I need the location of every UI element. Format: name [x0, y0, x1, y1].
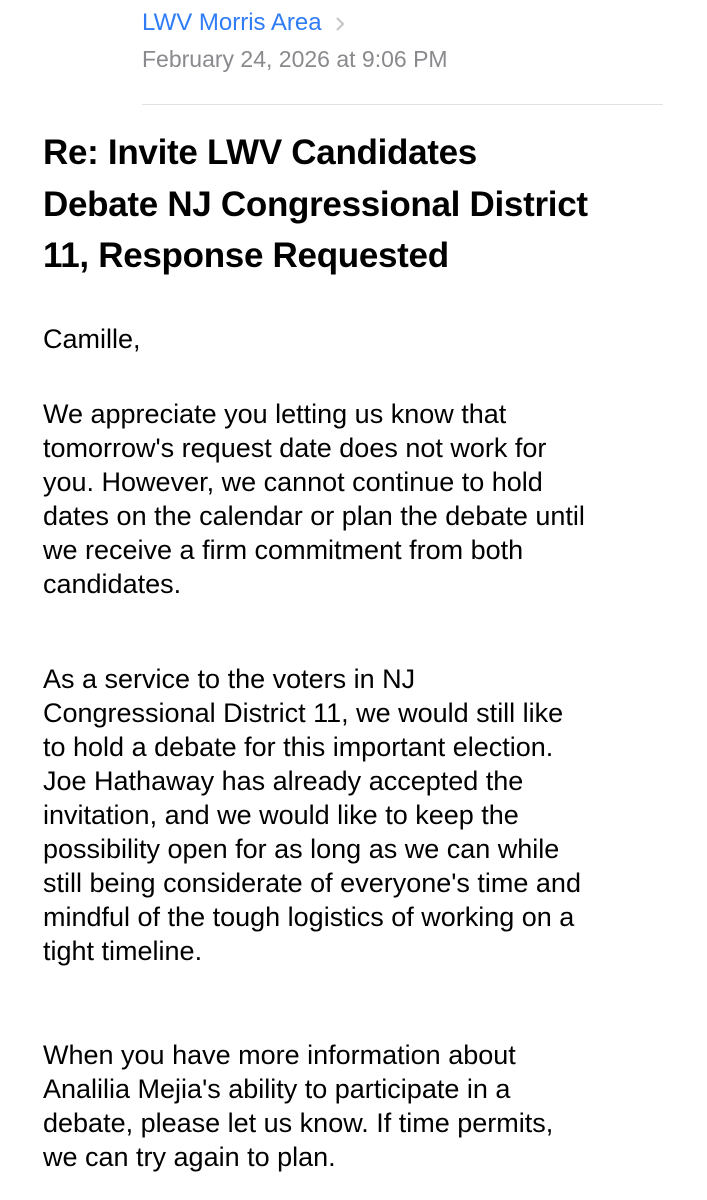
chevron-right-icon[interactable]	[336, 17, 345, 31]
body-line: possibility open for as long as we can while	[43, 834, 560, 864]
body-line: you. However, we cannot continue to hold	[43, 467, 543, 497]
paragraph-3	[43, 1038, 683, 1174]
sender-name[interactable]: LWV Morris Area	[142, 9, 322, 36]
body-line: invitation, and we would like to keep the	[43, 800, 519, 830]
body-line: tight timeline.	[43, 936, 203, 966]
sender-row[interactable]	[142, 7, 345, 39]
body-line: to hold a debate for this important election.	[43, 732, 554, 762]
body-line: debate, please let us know. If time permits,	[43, 1108, 554, 1138]
header-divider	[142, 104, 663, 105]
paragraph-2	[43, 662, 683, 968]
body-line: When you have more information about	[43, 1040, 516, 1070]
body-line: dates on the calendar or plan the debate until	[43, 501, 585, 531]
greeting-line: Camille,	[43, 324, 141, 354]
subject-line: Re: Invite LWV Candidates	[43, 133, 477, 172]
body-line: candidates.	[43, 569, 182, 599]
subject-line: 11, Response Requested	[43, 236, 449, 275]
subject-line: Debate NJ Congressional District	[43, 184, 588, 224]
paragraph-1	[43, 397, 683, 601]
body-line: As a service to the voters in NJ	[43, 664, 416, 694]
message-date: February 24, 2026 at 9:06 PM	[142, 46, 448, 72]
body-line: Congressional District 11, we would still like	[43, 698, 564, 728]
body-line: mindful of the tough logistics of working on a	[43, 902, 575, 932]
body-line: still being considerate of everyone's time and	[43, 868, 581, 898]
body-line: Analilia Mejia's ability to participate in a	[43, 1074, 511, 1104]
body-line: Joe Hathaway has already accepted the	[43, 766, 524, 796]
body-line: we receive a firm commitment from both	[43, 535, 524, 565]
body-line: we can try again to plan.	[43, 1142, 336, 1172]
body-line: tomorrow's request date does not work for	[43, 433, 547, 463]
message-subject	[43, 127, 673, 282]
greeting	[43, 322, 683, 356]
body-line: We appreciate you letting us know that	[43, 399, 507, 429]
